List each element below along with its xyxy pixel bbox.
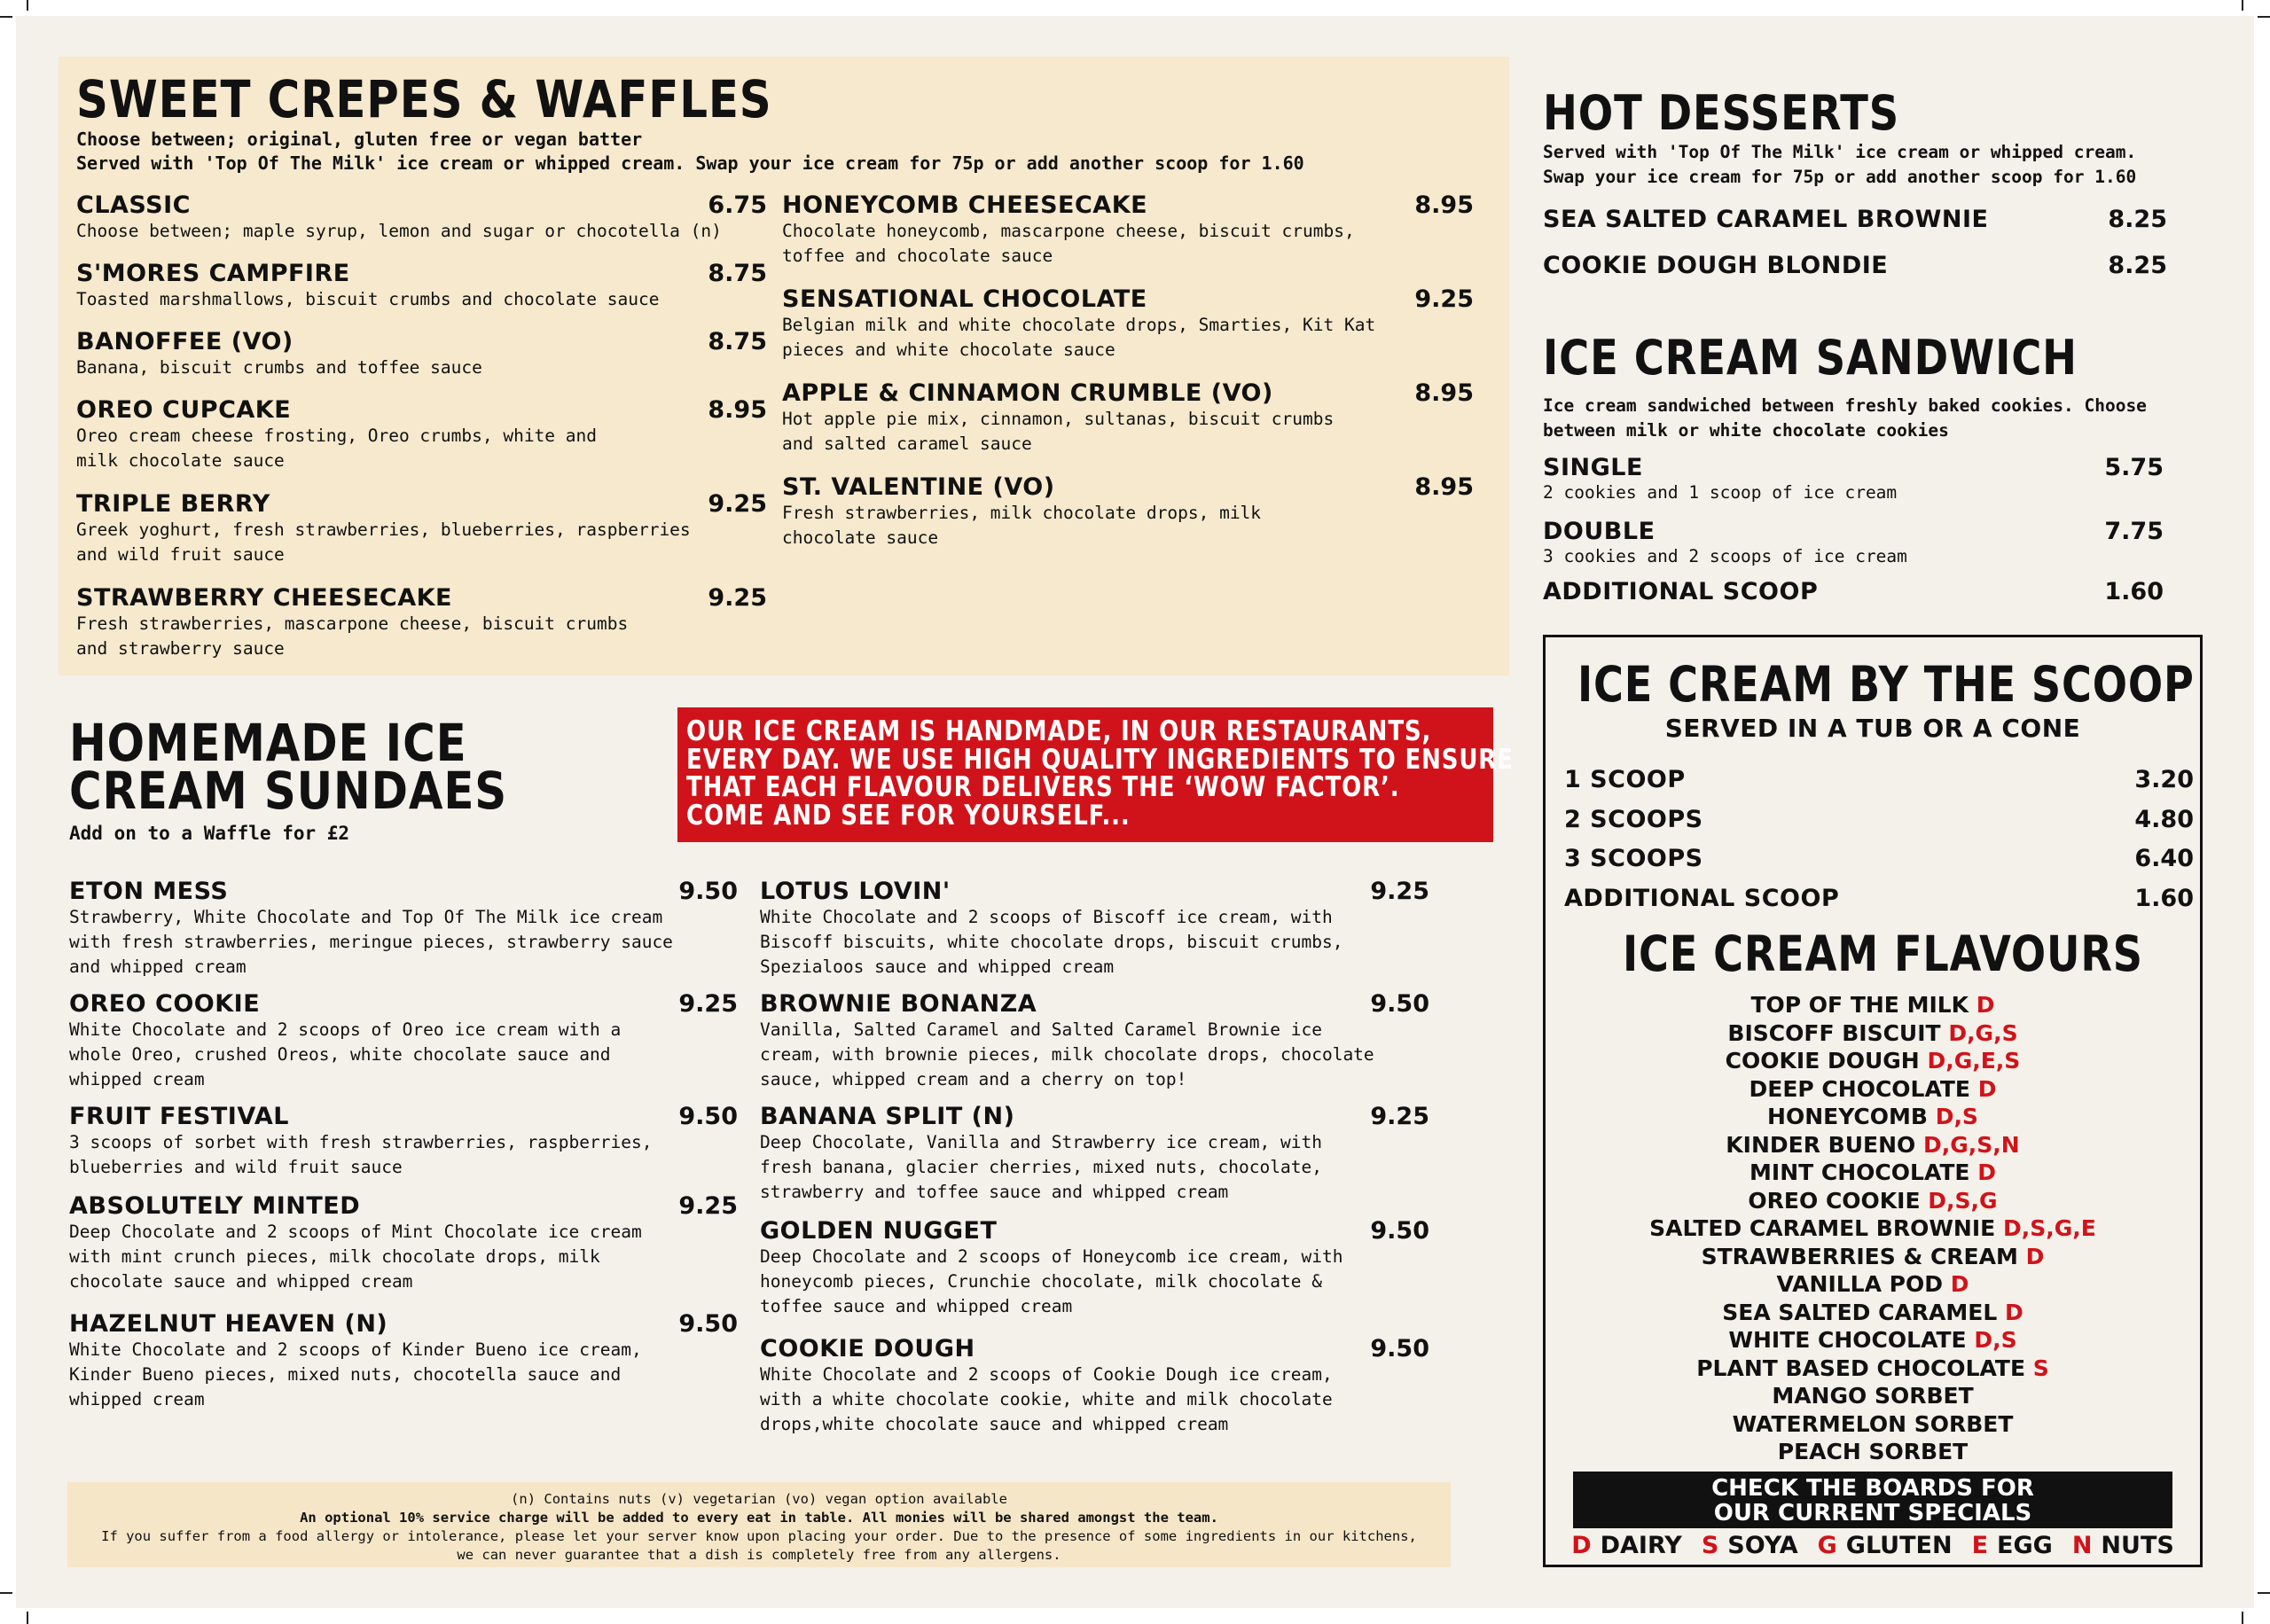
legend-entry bbox=[1972, 1532, 2053, 1559]
item-price: 9.25 bbox=[1414, 285, 1474, 313]
flavour-name: SALTED CARAMEL BROWNIE bbox=[1649, 1215, 1996, 1241]
flavour-allergens: D,G,S bbox=[1948, 1019, 2018, 1046]
legend-code: S bbox=[1701, 1532, 1719, 1559]
specials-banner bbox=[1573, 1472, 2172, 1528]
flavours-title: ICE CREAM FLAVOURS bbox=[1623, 925, 2143, 982]
item-description: White Chocolate and 2 scoops of Kinder Bueno ice cream, bbox=[69, 1339, 642, 1360]
item-description: with a white chocolate cookie, white and milk chocolate bbox=[760, 1389, 1333, 1409]
crop-mark bbox=[2242, 1612, 2243, 1624]
crop-mark bbox=[2258, 16, 2270, 18]
item-description: Deep Chocolate and 2 scoops of Mint Chocolate ice cream bbox=[69, 1222, 642, 1242]
item-name: ABSOLUTELY MINTED bbox=[69, 1192, 361, 1220]
item-price: 8.95 bbox=[708, 396, 767, 424]
flavour-item bbox=[1546, 1103, 2199, 1131]
footer-key: (n) Contains nuts (v) vegetarian (vo) vegan option available bbox=[511, 1491, 1007, 1507]
flavour-allergens: D,G,S,N bbox=[1923, 1131, 2020, 1158]
sandwich-item-description: 3 cookies and 2 scoops of ice cream bbox=[1543, 546, 1907, 566]
flavour-allergens: D,G,E,S bbox=[1927, 1048, 2021, 1074]
item-description: whole Oreo, crushed Oreos, white chocolate sauce and bbox=[69, 1044, 611, 1065]
flavour-name: VANILLA POD bbox=[1776, 1271, 1943, 1297]
handmade-banner bbox=[677, 707, 1514, 842]
item-name: STRAWBERRY CHEESECAKE bbox=[76, 584, 452, 612]
scoop-item-price: 3.20 bbox=[2134, 766, 2194, 793]
flavour-item bbox=[1546, 1438, 2199, 1466]
flavour-item bbox=[1546, 1299, 2199, 1327]
flavour-name: WATERMELON SORBET bbox=[1732, 1410, 2014, 1437]
flavour-name: HONEYCOMB bbox=[1767, 1104, 1928, 1129]
flavour-item bbox=[1546, 1382, 2199, 1410]
flavour-allergens: D bbox=[1976, 992, 1995, 1018]
sandwich-title: ICE CREAM SANDWICH bbox=[1543, 330, 2078, 386]
hot-dessert-price: 8.25 bbox=[2108, 252, 2167, 279]
item-name: COOKIE DOUGH bbox=[760, 1335, 975, 1362]
item-name: SENSATIONAL CHOCOLATE bbox=[782, 285, 1147, 313]
item-name: LOTUS LOVIN' bbox=[760, 878, 951, 905]
legend-code: E bbox=[1971, 1532, 1989, 1559]
item-description: Spezialoos sauce and whipped cream bbox=[760, 956, 1115, 977]
sandwich-subtitle-2: between milk or white chocolate cookies bbox=[1543, 420, 1949, 441]
flavour-name: OREO COOKIE bbox=[1748, 1187, 1921, 1214]
item-description: toffee and chocolate sauce bbox=[782, 246, 1053, 266]
flavour-name: DEEP CHOCOLATE bbox=[1749, 1075, 1971, 1102]
item-description: drops,white chocolate sauce and whipped cream bbox=[760, 1414, 1229, 1434]
item-price: 9.25 bbox=[1370, 1103, 1429, 1130]
flavour-name: WHITE CHOCOLATE bbox=[1728, 1327, 1967, 1353]
flavour-name: PEACH SORBET bbox=[1777, 1439, 1969, 1464]
item-description: and wild fruit sauce bbox=[76, 544, 285, 565]
item-name: BANOFFEE (VO) bbox=[76, 328, 294, 355]
item-price: 8.95 bbox=[1414, 191, 1474, 219]
flavour-name: COOKIE DOUGH bbox=[1725, 1048, 1920, 1074]
item-price: 6.75 bbox=[708, 191, 767, 219]
hot-dessert-name: SEA SALTED CARAMEL BROWNIE bbox=[1543, 206, 1989, 233]
item-description: Hot apple pie mix, cinnamon, sultanas, biscuit crumbs bbox=[782, 409, 1335, 429]
flavour-item bbox=[1546, 1187, 2199, 1215]
flavour-item bbox=[1546, 1410, 2199, 1439]
crop-mark bbox=[0, 16, 12, 18]
flavour-item bbox=[1546, 1214, 2199, 1243]
crop-mark bbox=[2242, 0, 2243, 11]
flavour-item bbox=[1546, 1019, 2199, 1048]
legend-label: GLUTEN bbox=[1845, 1532, 1953, 1559]
banner-line: OUR ICE CREAM IS HANDMADE, IN OUR RESTAURANTS, bbox=[686, 715, 1432, 747]
sandwich-item-name: DOUBLE bbox=[1543, 518, 1656, 545]
item-name: S'MORES CAMPFIRE bbox=[76, 260, 350, 287]
item-description: whipped cream bbox=[69, 1069, 205, 1089]
item-description: Fresh strawberries, mascarpone cheese, biscuit crumbs bbox=[76, 613, 629, 634]
footer-allergy-note: we can never guarantee that a dish is completely free from any allergens. bbox=[457, 1547, 1061, 1563]
flavour-name: KINDER BUENO bbox=[1726, 1131, 1916, 1158]
scoop-item-name: 3 SCOOPS bbox=[1564, 845, 1703, 872]
item-description: with fresh strawberries, meringue pieces, strawberry sauce bbox=[69, 932, 673, 952]
flavour-allergens: D bbox=[2005, 1299, 2023, 1325]
legend-entry bbox=[1571, 1532, 1682, 1559]
flavour-allergens: D,S bbox=[1974, 1327, 2017, 1353]
crop-mark bbox=[2258, 1592, 2270, 1594]
sandwich-subtitle-1: Ice cream sandwiched between freshly baked cookies. Choose bbox=[1543, 395, 2147, 416]
flavour-allergens: D,S bbox=[1935, 1104, 1978, 1129]
item-description: Oreo cream cheese frosting, Oreo crumbs, white and bbox=[76, 426, 597, 446]
item-description: and whipped cream bbox=[69, 956, 247, 977]
specials-line: CHECK THE BOARDS FOR bbox=[1711, 1475, 2034, 1502]
flavour-name: MINT CHOCOLATE bbox=[1749, 1159, 1970, 1185]
legend-label: EGG bbox=[1997, 1532, 2053, 1559]
legend-entry bbox=[2072, 1532, 2174, 1559]
item-name: HONEYCOMB CHEESECAKE bbox=[782, 191, 1148, 219]
scoop-item-name: 1 SCOOP bbox=[1564, 766, 1686, 793]
allergen-legend bbox=[1546, 1532, 2199, 1559]
item-price: 9.25 bbox=[678, 990, 738, 1018]
item-description: Choose between; maple syrup, lemon and sugar or chocotella (n) bbox=[76, 221, 722, 241]
item-description: Chocolate honeycomb, mascarpone cheese, biscuit crumbs, bbox=[782, 221, 1355, 241]
flavours-list bbox=[1546, 991, 2199, 1466]
item-price: 9.50 bbox=[1370, 1217, 1429, 1245]
item-description: Toasted marshmallows, biscuit crumbs and chocolate sauce bbox=[76, 289, 660, 309]
item-price: 8.75 bbox=[708, 328, 767, 355]
scoop-subtitle: SERVED IN A TUB OR A CONE bbox=[1664, 714, 2081, 743]
crepes-subtitle-2: Served with 'Top Of The Milk' ice cream or whipped cream. Swap your ice cream for 75p or add another scoop for 1.60 bbox=[76, 152, 1304, 174]
item-description: and salted caramel sauce bbox=[782, 433, 1032, 454]
item-description: White Chocolate and 2 scoops of Oreo ice cream with a bbox=[69, 1019, 622, 1040]
flavour-item bbox=[1546, 1270, 2199, 1299]
item-name: ETON MESS bbox=[69, 878, 229, 905]
hot-desserts-subtitle-2: Swap your ice cream for 75p or add another scoop for 1.60 bbox=[1543, 167, 2137, 187]
item-name: OREO CUPCAKE bbox=[76, 396, 292, 424]
item-description: honeycomb pieces, Crunchie chocolate, milk chocolate & bbox=[760, 1271, 1322, 1292]
legend-entry bbox=[1702, 1532, 1798, 1559]
footer-service-charge: An optional 10% service charge will be added to every eat in table. All monies will be shared amongst the team. bbox=[300, 1510, 1218, 1526]
flavour-name: TOP OF THE MILK bbox=[1750, 992, 1969, 1018]
flavour-item bbox=[1546, 991, 2199, 1019]
item-description: Deep Chocolate and 2 scoops of Honeycomb ice cream, with bbox=[760, 1246, 1343, 1267]
flavour-allergens: D bbox=[1977, 1159, 1996, 1185]
hot-desserts-title: HOT DESSERTS bbox=[1543, 85, 1900, 141]
legend-code: D bbox=[1571, 1532, 1592, 1559]
item-price: 9.25 bbox=[708, 490, 767, 518]
item-price: 8.75 bbox=[708, 260, 767, 287]
item-description: toffee sauce and whipped cream bbox=[760, 1296, 1073, 1316]
item-description: and strawberry sauce bbox=[76, 638, 285, 659]
item-name: HAZELNUT HEAVEN (N) bbox=[69, 1310, 388, 1338]
crop-mark bbox=[0, 1592, 12, 1594]
scoop-item-name: 2 SCOOPS bbox=[1564, 805, 1703, 833]
legend-label: DAIRY bbox=[1600, 1532, 1682, 1559]
item-price: 9.50 bbox=[1370, 990, 1429, 1018]
item-description: sauce, whipped cream and a cherry on top! bbox=[760, 1069, 1187, 1089]
item-price: 9.25 bbox=[708, 584, 767, 612]
item-description: milk chocolate sauce bbox=[76, 450, 285, 471]
item-description: Deep Chocolate, Vanilla and Strawberry ice cream, with bbox=[760, 1132, 1322, 1152]
item-name: BROWNIE BONANZA bbox=[760, 990, 1037, 1018]
item-price: 9.25 bbox=[678, 1192, 738, 1220]
crop-mark bbox=[27, 1612, 28, 1624]
flavour-name: SEA SALTED CARAMEL bbox=[1722, 1299, 1998, 1325]
scoop-item-name: ADDITIONAL SCOOP bbox=[1564, 884, 1840, 912]
item-price: 9.25 bbox=[1370, 878, 1429, 905]
flavour-name: STRAWBERRIES & CREAM bbox=[1701, 1243, 2018, 1269]
item-price: 9.50 bbox=[1370, 1335, 1429, 1362]
crepes-subtitle-1: Choose between; original, gluten free or vegan batter bbox=[76, 129, 643, 150]
hot-dessert-price: 8.25 bbox=[2108, 206, 2167, 233]
item-description: Biscoff biscuits, white chocolate drops, biscuit crumbs, bbox=[760, 932, 1343, 952]
crop-mark bbox=[27, 0, 28, 11]
item-name: CLASSIC bbox=[76, 191, 191, 219]
item-description: fresh banana, glacier cherries, mixed nuts, chocolate, bbox=[760, 1157, 1322, 1177]
legend-code: G bbox=[1817, 1532, 1837, 1559]
item-name: BANANA SPLIT (N) bbox=[760, 1103, 1015, 1130]
flavour-item bbox=[1546, 1075, 2199, 1104]
footer-allergy-note: If you suffer from a food allergy or intolerance, please let your server know upon placing your order. Due to the presence of some ingredients in our kitchens, bbox=[101, 1528, 1417, 1544]
scoop-item-price: 6.40 bbox=[2134, 845, 2194, 872]
banner-line: COME AND SEE FOR YOURSELF... bbox=[686, 799, 1131, 832]
sandwich-item-price: 7.75 bbox=[2104, 518, 2164, 545]
flavour-name: MANGO SORBET bbox=[1772, 1383, 1974, 1409]
item-price: 9.50 bbox=[678, 878, 738, 905]
flavour-item bbox=[1546, 1326, 2199, 1355]
item-description: cream, with brownie pieces, milk chocolate drops, chocolate bbox=[760, 1044, 1374, 1065]
banner-line: THAT EACH FLAVOUR DELIVERS THE ‘WOW FACTOR’. bbox=[686, 771, 1400, 803]
item-description: whipped cream bbox=[69, 1389, 205, 1409]
item-name: TRIPLE BERRY bbox=[76, 490, 270, 518]
item-description: chocolate sauce and whipped cream bbox=[69, 1271, 413, 1292]
sandwich-item-name: ADDITIONAL SCOOP bbox=[1543, 578, 1819, 605]
item-name: GOLDEN NUGGET bbox=[760, 1217, 998, 1245]
legend-label: SOYA bbox=[1727, 1532, 1798, 1559]
scoop-item-price: 4.80 bbox=[2134, 805, 2194, 833]
item-description: chocolate sauce bbox=[782, 527, 939, 548]
flavour-allergens: D bbox=[2025, 1243, 2045, 1269]
sandwich-item-price: 1.60 bbox=[2104, 578, 2164, 605]
item-name: APPLE & CINNAMON CRUMBLE (VO) bbox=[782, 379, 1273, 407]
item-description: Kinder Bueno pieces, mixed nuts, chocotella sauce and bbox=[69, 1364, 622, 1385]
sandwich-item-name: SINGLE bbox=[1543, 454, 1643, 481]
item-name: OREO COOKIE bbox=[69, 990, 261, 1018]
scoop-item-price: 1.60 bbox=[2134, 884, 2194, 912]
legend-label: NUTS bbox=[2101, 1532, 2174, 1559]
flavour-allergens: D,S,G bbox=[1928, 1187, 1998, 1214]
item-description: White Chocolate and 2 scoops of Cookie Dough ice cream, bbox=[760, 1364, 1333, 1385]
flavour-name: PLANT BASED CHOCOLATE bbox=[1696, 1355, 2026, 1381]
hot-desserts-subtitle-1: Served with 'Top Of The Milk' ice cream or whipped cream. bbox=[1543, 142, 2137, 162]
sundaes-title-line-1: HOMEMADE ICE bbox=[69, 713, 467, 773]
flavour-item bbox=[1546, 1131, 2199, 1159]
item-price: 8.95 bbox=[1414, 379, 1474, 407]
item-description: Banana, biscuit crumbs and toffee sauce bbox=[76, 357, 482, 378]
flavour-name: BISCOFF BISCUIT bbox=[1727, 1019, 1941, 1046]
legend-code: N bbox=[2071, 1532, 2093, 1559]
item-description: Greek yoghurt, fresh strawberries, blueberries, raspberries bbox=[76, 519, 691, 540]
item-name: FRUIT FESTIVAL bbox=[69, 1103, 289, 1130]
item-description: pieces and white chocolate sauce bbox=[782, 340, 1115, 360]
item-description: Strawberry, White Chocolate and Top Of The Milk ice cream bbox=[69, 907, 663, 927]
flavour-item bbox=[1546, 1047, 2199, 1075]
flavour-item bbox=[1546, 1243, 2199, 1271]
item-description: Vanilla, Salted Caramel and Salted Caramel Brownie ice bbox=[760, 1019, 1322, 1040]
flavour-allergens: D bbox=[1977, 1075, 1997, 1102]
item-description: blueberries and wild fruit sauce bbox=[69, 1157, 403, 1177]
allergen-footer bbox=[67, 1482, 1451, 1567]
flavour-item bbox=[1546, 1355, 2199, 1383]
sandwich-item-price: 5.75 bbox=[2104, 454, 2164, 481]
item-price: 9.50 bbox=[678, 1310, 738, 1338]
item-price: 9.50 bbox=[678, 1103, 738, 1130]
hot-dessert-name: COOKIE DOUGH BLONDIE bbox=[1543, 252, 1889, 279]
item-description: White Chocolate and 2 scoops of Biscoff ice cream, with bbox=[760, 907, 1333, 927]
banner-line: EVERY DAY. WE USE HIGH QUALITY INGREDIENTS TO ENSURE bbox=[686, 743, 1514, 776]
scoop-title: ICE CREAM BY THE SCOOP bbox=[1577, 656, 2195, 713]
sundaes-title-line-2: CREAM SUNDAES bbox=[69, 761, 508, 821]
sundaes-subtitle: Add on to a Waffle for £2 bbox=[69, 823, 350, 844]
item-description: Fresh strawberries, milk chocolate drops, milk bbox=[782, 503, 1262, 523]
item-description: Belgian milk and white chocolate drops, Smarties, Kit Kat bbox=[782, 315, 1376, 335]
specials-line: OUR CURRENT SPECIALS bbox=[1713, 1500, 2032, 1526]
legend-entry bbox=[1818, 1532, 1953, 1559]
item-description: 3 scoops of sorbet with fresh strawberries, raspberries, bbox=[69, 1132, 653, 1152]
flavour-item bbox=[1546, 1159, 2199, 1187]
flavour-allergens: D bbox=[1950, 1271, 1969, 1297]
item-description: strawberry and toffee sauce and whipped cream bbox=[760, 1182, 1229, 1202]
item-name: ST. VALENTINE (VO) bbox=[782, 473, 1055, 501]
item-description: with mint crunch pieces, milk chocolate drops, milk bbox=[69, 1246, 600, 1267]
crepes-title: SWEET CREPES & WAFFLES bbox=[76, 69, 772, 129]
flavour-allergens: D,S,G,E bbox=[2002, 1215, 2096, 1241]
flavour-allergens: S bbox=[2032, 1355, 2049, 1381]
sandwich-item-description: 2 cookies and 1 scoop of ice cream bbox=[1543, 482, 1898, 503]
item-price: 8.95 bbox=[1414, 473, 1474, 501]
